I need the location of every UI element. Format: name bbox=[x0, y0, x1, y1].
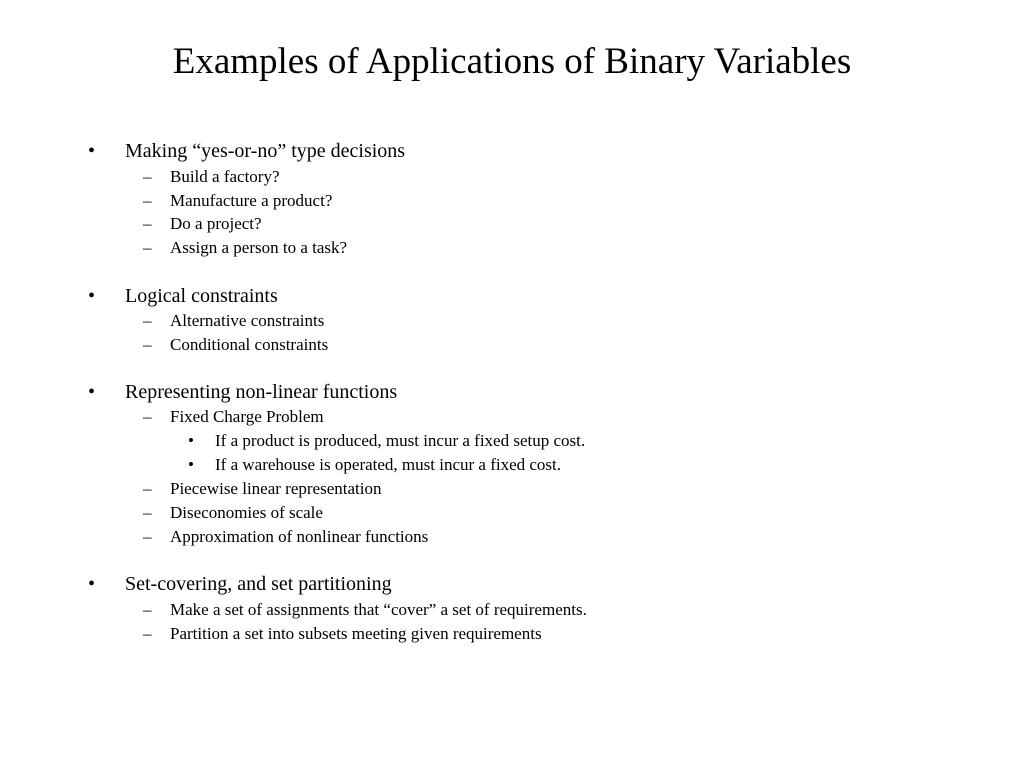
list-item: Piecewise linear representation bbox=[170, 479, 382, 498]
section-heading: Set-covering, and set partitioning bbox=[125, 573, 392, 595]
dash-marker: – bbox=[143, 407, 152, 426]
dash-marker: – bbox=[143, 335, 152, 354]
section-heading: Representing non-linear functions bbox=[125, 381, 398, 403]
section-heading: Logical constraints bbox=[125, 285, 278, 307]
dash-marker: – bbox=[143, 479, 152, 498]
dash-marker: – bbox=[143, 238, 152, 257]
dash-marker: – bbox=[143, 624, 152, 643]
bullet-marker: • bbox=[88, 381, 96, 403]
subbullet-marker: • bbox=[188, 455, 194, 474]
dash-marker: – bbox=[143, 311, 152, 330]
list-item: Approximation of nonlinear functions bbox=[170, 527, 429, 546]
list-item: Diseconomies of scale bbox=[170, 503, 323, 522]
section-heading: Making “yes-or-no” type decisions bbox=[125, 140, 406, 162]
dash-marker: – bbox=[143, 503, 152, 522]
list-item: Build a factory? bbox=[170, 167, 280, 186]
sub-list-item: If a warehouse is operated, must incur a fixed cost. bbox=[215, 455, 562, 474]
list-item: Partition a set into subsets meeting given requirements bbox=[170, 624, 542, 643]
list-item: Manufacture a product? bbox=[170, 191, 333, 210]
subbullet-marker: • bbox=[188, 431, 194, 450]
bullet-marker: • bbox=[88, 140, 96, 162]
dash-marker: – bbox=[143, 527, 152, 546]
bullet-marker: • bbox=[88, 285, 96, 307]
sub-list-item: If a product is produced, must incur a fixed setup cost. bbox=[215, 431, 586, 450]
list-item: Fixed Charge Problem bbox=[170, 407, 324, 426]
bullet-marker: • bbox=[88, 573, 96, 595]
list-item: Alternative constraints bbox=[170, 311, 325, 330]
dash-marker: – bbox=[143, 600, 152, 619]
list-item: Make a set of assignments that “cover” a set of requirements. bbox=[170, 600, 587, 619]
slide-title: Examples of Applications of Binary Variables bbox=[172, 41, 852, 82]
list-item: Do a project? bbox=[170, 214, 262, 233]
dash-marker: – bbox=[143, 167, 152, 186]
dash-marker: – bbox=[143, 191, 152, 210]
list-item: Conditional constraints bbox=[170, 335, 329, 354]
dash-marker: – bbox=[143, 214, 152, 233]
list-item: Assign a person to a task? bbox=[170, 238, 348, 257]
